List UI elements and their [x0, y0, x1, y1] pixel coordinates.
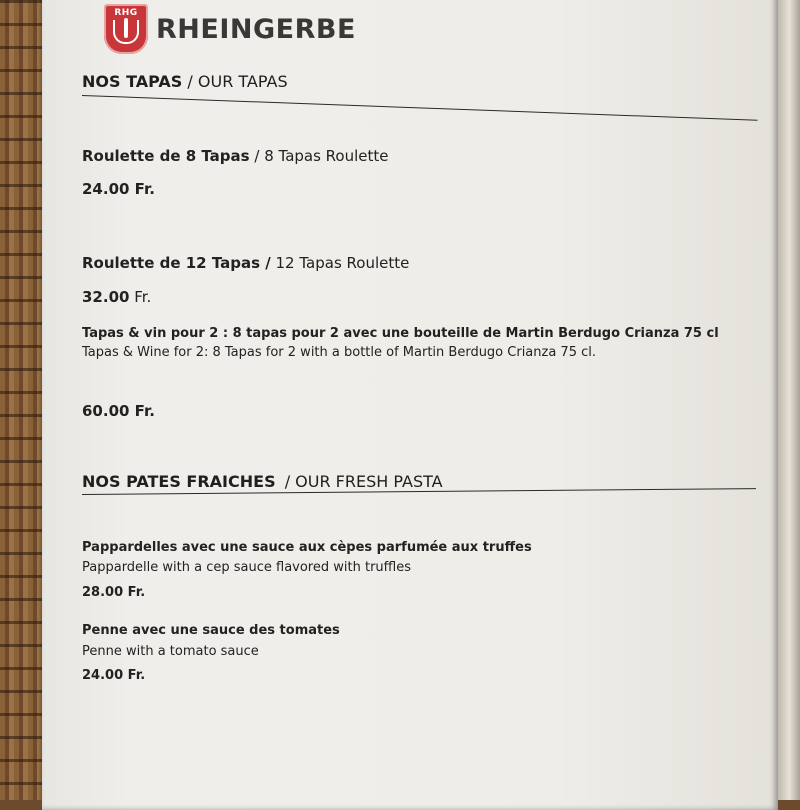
logo-emblem-icon — [113, 20, 139, 44]
section-heading-pasta — [82, 472, 443, 491]
item-name-en: / 8 Tapas Roulette — [254, 147, 389, 165]
item-price: 28.00 Fr. — [82, 585, 146, 600]
section-heading-tapas — [82, 72, 288, 91]
section-title-en: / OUR TAPAS — [187, 72, 288, 91]
cork-board-background — [0, 0, 46, 800]
item-description-fr: Tapas & vin pour 2 : 8 tapas pour 2 avec une bouteille de Martin Berdugo Crianza 75 cl — [82, 326, 719, 341]
item-name-fr: Roulette de 8 Tapas — [82, 147, 250, 165]
price-number: 32.00 — [82, 288, 130, 306]
item-price: 24.00 Fr. — [82, 180, 155, 198]
section-title-en: / OUR FRESH PASTA — [284, 472, 443, 491]
item-price: 24.00 Fr. — [82, 668, 146, 683]
price-unit: Fr. — [134, 288, 152, 306]
brand-name: RHEINGERBE — [156, 14, 356, 45]
item-price — [82, 288, 151, 306]
item-name-en: 12 Tapas Roulette — [275, 254, 410, 272]
item-price: 60.00 Fr. — [82, 402, 155, 420]
section-title-fr: NOS TAPAS — [82, 72, 183, 91]
item-name-fr: Roulette de 12 Tapas / — [82, 254, 271, 272]
menu-item-name — [82, 254, 409, 272]
item-description-en: Tapas & Wine for 2: 8 Tapas for 2 with a bottle of Martin Berdugo Crianza 75 cl. — [82, 345, 596, 360]
menu-item-name — [82, 147, 389, 165]
logo-text: RHG — [114, 8, 138, 18]
item-name-fr: Pappardelles avec une sauce aux cèpes parfumée aux truffes — [82, 540, 532, 555]
item-name-fr: Penne avec une sauce des tomates — [82, 623, 340, 638]
item-name-en: Pappardelle with a cep sauce flavored with truffles — [82, 560, 411, 575]
item-name-en: Penne with a tomato sauce — [82, 644, 259, 659]
section-title-fr: NOS PATES FRAICHES — [82, 472, 276, 491]
rhg-shield-logo — [104, 4, 148, 54]
